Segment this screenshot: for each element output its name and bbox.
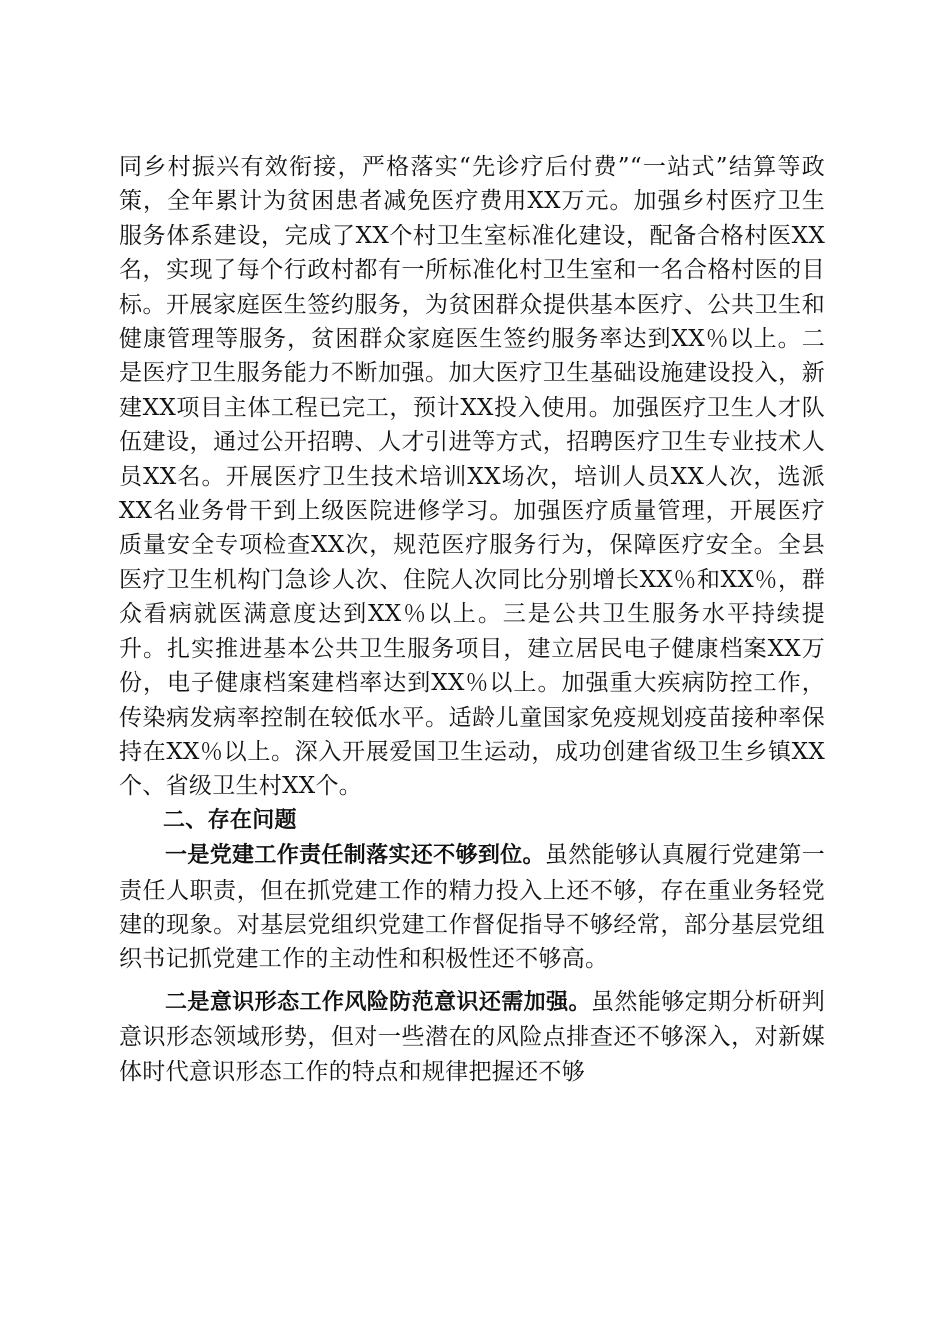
problem-body-2: 虽然能够定期分析研判意识形态领域形势，但对一些潜在的风险点排查还不够深入，对新媒体时代意识形态工作的特点和规律把握还不够	[119, 988, 826, 1085]
problem-lead-1: 一是党建工作责任制落实还不够到位。	[165, 843, 545, 869]
section-heading: 二、存在问题	[163, 807, 297, 833]
problem-lead-2: 二是意识形态工作风险防范意识还需加强。	[165, 989, 591, 1015]
problem-paragraph-2	[119, 985, 825, 1089]
continuation-paragraph: 同乡村振兴有效衔接，严格落实“先诊疗后付费”“一站式”结算等政策，全年累计为贫困患者减免医疗费用XX万元。加强乡村医疗卫生服务体系建设，完成了XX个村卫生室标准化建设，配备合格村医XX名，实现了每个行政村都有一所标准化村卫生室和一名合格村医的目标。开展家庭医生签约服务，为贫困群众提供基本医疗、公共卫生和健康管理等服务，贫困群众家庭医生签约服务率达到XX％以上。二是医疗卫生服务能力不断加强。加大医疗卫生基础设施建设投入，新建XX项目主体工程已完工，预计XX投入使用。加强医疗卫生人才队伍建设，通过公开招聘、人才引进等方式，招聘医疗卫生专业技术人员XX名。开展医疗卫生技术培训XX场次，培训人员XX人次，选派XX名业务骨干到上级医院进修学习。加强医疗质量管理，开展医疗质量安全专项检查XX次，规范医疗服务行为，保障医疗安全。全县医疗卫生机构门急诊人次、住院人次同比分别增长XX％和XX％，群众看病就医满意度达到XX％以上。三是公共卫生服务水平持续提升。扎实推进基本公共卫生服务项目，建立居民电子健康档案XX万份，电子健康档案建档率达到XX％以上。加强重大疾病防控工作，传染病发病率控制在较低水平。适龄儿童国家免疫规划疫苗接种率保持在XX％以上。深入开展爱国卫生运动，成功创建省级卫生乡镇XX个、省级卫生村XX个。	[119, 154, 825, 800]
problem-paragraph-1	[119, 838, 825, 977]
document-body	[119, 150, 825, 1089]
problem-body-1: 虽然能够认真履行党建第一责任人职责，但在抓党建工作的精力投入上还不够，存在重业务轻党建的现象。对基层党组织党建工作督促指导不够经常，部分基层党组织书记抓党建工作的主动性和积极性还不够高。	[119, 842, 825, 973]
